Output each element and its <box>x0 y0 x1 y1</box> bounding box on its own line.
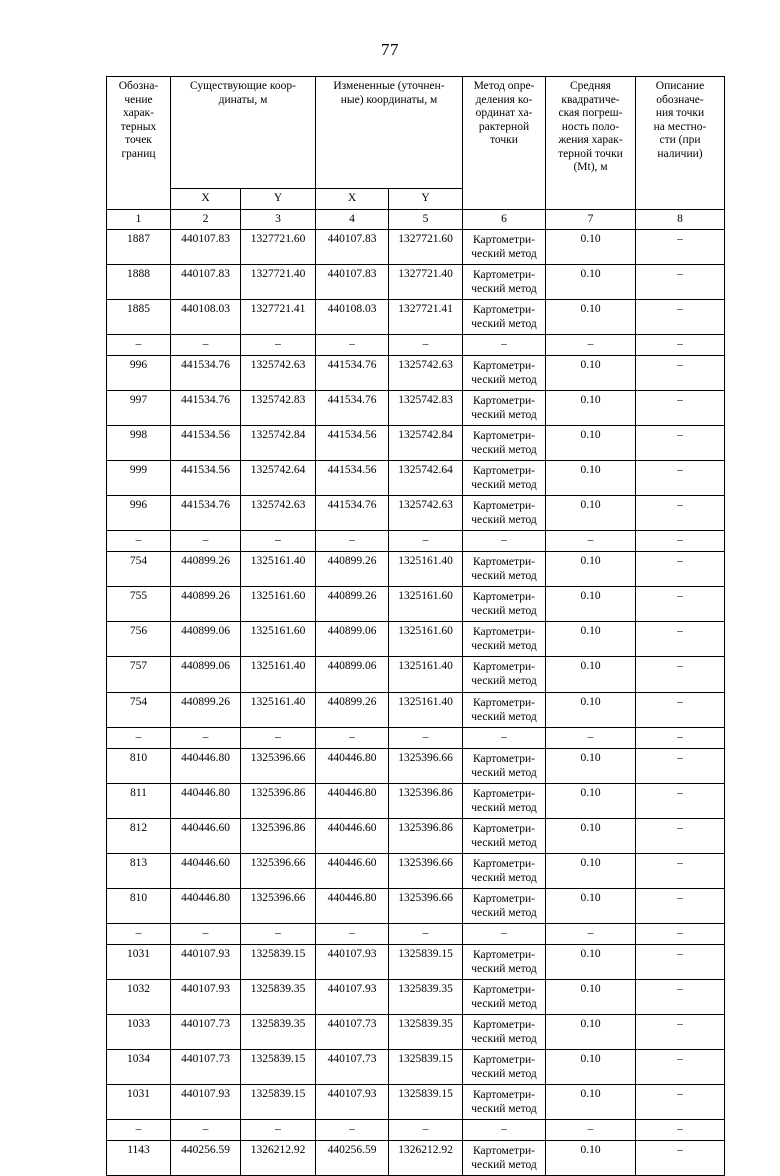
cell-changed-y: 1325396.66 <box>389 748 463 783</box>
cell-mean-square-error: 0.10 <box>546 300 636 335</box>
cell-changed-x: – <box>316 727 389 748</box>
cell-existing-x: – <box>171 531 241 552</box>
cell-mean-square-error: 0.10 <box>546 622 636 657</box>
cell-method: Картометри- ческий метод <box>463 356 546 391</box>
cell-changed-y: 1325396.86 <box>389 783 463 818</box>
header-determination-method: Метод опре- деления ко- ординат ха- рактерной точки <box>463 77 546 210</box>
cell-point-designation: 1032 <box>107 979 171 1014</box>
cell-method: Картометри- ческий метод <box>463 552 546 587</box>
header-point-designation: Обозна- чение харак- терных точек границ <box>107 77 171 210</box>
cell-changed-x: 440107.73 <box>316 1049 389 1084</box>
cell-method: – <box>463 923 546 944</box>
table-row <box>107 888 725 923</box>
cell-method: Картометри- ческий метод <box>463 622 546 657</box>
cell-existing-y: – <box>241 1119 316 1140</box>
cell-point-designation: 756 <box>107 622 171 657</box>
cell-method: – <box>463 727 546 748</box>
cell-existing-y: 1325839.35 <box>241 1014 316 1049</box>
cell-changed-x: 440107.93 <box>316 944 389 979</box>
cell-description: – <box>636 356 725 391</box>
cell-description: – <box>636 979 725 1014</box>
cell-existing-x: 440899.26 <box>171 692 241 727</box>
cell-existing-y: 1325161.40 <box>241 657 316 692</box>
cell-existing-x: 441534.76 <box>171 391 241 426</box>
cell-mean-square-error: 0.10 <box>546 888 636 923</box>
cell-changed-x: 441534.76 <box>316 356 389 391</box>
cell-existing-x: 440899.26 <box>171 552 241 587</box>
table-row <box>107 356 725 391</box>
cell-description: – <box>636 818 725 853</box>
cell-changed-x: 440446.60 <box>316 818 389 853</box>
cell-description: – <box>636 230 725 265</box>
cell-mean-square-error: 0.10 <box>546 230 636 265</box>
table-row <box>107 587 725 622</box>
cell-description: – <box>636 622 725 657</box>
cell-point-designation: 999 <box>107 461 171 496</box>
cell-method: Картометри- ческий метод <box>463 496 546 531</box>
cell-method: Картометри- ческий метод <box>463 300 546 335</box>
cell-method: Картометри- ческий метод <box>463 783 546 818</box>
cell-changed-x: 440899.06 <box>316 657 389 692</box>
cell-changed-x: – <box>316 923 389 944</box>
table-row <box>107 622 725 657</box>
page-number: 77 <box>381 40 399 59</box>
cell-mean-square-error: 0.10 <box>546 783 636 818</box>
cell-changed-y: 1327721.41 <box>389 300 463 335</box>
cell-mean-square-error: 0.10 <box>546 496 636 531</box>
cell-changed-x: 441534.56 <box>316 426 389 461</box>
cell-changed-x: 440107.83 <box>316 230 389 265</box>
cell-existing-x: 440107.83 <box>171 230 241 265</box>
cell-changed-y: 1326212.92 <box>389 1140 463 1175</box>
cell-existing-y: 1325161.60 <box>241 622 316 657</box>
cell-description: – <box>636 1119 725 1140</box>
cell-point-designation: 1031 <box>107 1084 171 1119</box>
cell-mean-square-error: 0.10 <box>546 853 636 888</box>
table-row <box>107 552 725 587</box>
cell-mean-square-error: – <box>546 1119 636 1140</box>
cell-description: – <box>636 888 725 923</box>
cell-description: – <box>636 657 725 692</box>
cell-existing-y: 1325742.63 <box>241 496 316 531</box>
table-header-row-main <box>107 77 725 189</box>
table-row <box>107 1140 725 1175</box>
cell-existing-x: 440107.73 <box>171 1014 241 1049</box>
column-number: 6 <box>463 209 546 230</box>
cell-changed-y: 1325742.63 <box>389 356 463 391</box>
cell-point-designation: 1885 <box>107 300 171 335</box>
cell-mean-square-error: 0.10 <box>546 944 636 979</box>
cell-mean-square-error: 0.10 <box>546 426 636 461</box>
cell-mean-square-error: 0.10 <box>546 1049 636 1084</box>
cell-existing-y: – <box>241 335 316 356</box>
cell-method: Картометри- ческий метод <box>463 1014 546 1049</box>
cell-description: – <box>636 426 725 461</box>
cell-existing-x: 440446.80 <box>171 748 241 783</box>
cell-method: Картометри- ческий метод <box>463 818 546 853</box>
cell-existing-y: 1325742.84 <box>241 426 316 461</box>
cell-existing-y: 1327721.60 <box>241 230 316 265</box>
cell-description: – <box>636 300 725 335</box>
cell-point-designation: 755 <box>107 587 171 622</box>
cell-changed-x: 441534.76 <box>316 496 389 531</box>
cell-point-designation: 996 <box>107 496 171 531</box>
header-point-description: Описание обозначе- ния точки на местно- сти (при наличии) <box>636 77 725 210</box>
cell-changed-y: 1325161.40 <box>389 692 463 727</box>
column-number: 3 <box>241 209 316 230</box>
cell-changed-x: 440899.26 <box>316 552 389 587</box>
cell-existing-y: 1325396.66 <box>241 853 316 888</box>
cell-method: Картометри- ческий метод <box>463 461 546 496</box>
cell-existing-y: 1325839.15 <box>241 944 316 979</box>
cell-existing-x: 440107.93 <box>171 979 241 1014</box>
header-changed-y: Y <box>389 189 463 210</box>
cell-existing-x: – <box>171 1119 241 1140</box>
table-row <box>107 1049 725 1084</box>
cell-method: – <box>463 531 546 552</box>
cell-changed-y: 1325839.15 <box>389 1084 463 1119</box>
cell-existing-x: 440107.93 <box>171 944 241 979</box>
cell-changed-y: – <box>389 335 463 356</box>
cell-changed-x: – <box>316 531 389 552</box>
cell-existing-x: 440899.06 <box>171 622 241 657</box>
cell-existing-y: 1325839.35 <box>241 979 316 1014</box>
coordinates-table <box>106 76 725 1176</box>
table-column-number-row <box>107 209 725 230</box>
cell-existing-x: 440446.60 <box>171 818 241 853</box>
cell-method: Картометри- ческий метод <box>463 657 546 692</box>
cell-method: Картометри- ческий метод <box>463 692 546 727</box>
column-number: 4 <box>316 209 389 230</box>
cell-changed-x: – <box>316 335 389 356</box>
cell-changed-y: – <box>389 1119 463 1140</box>
cell-changed-y: – <box>389 923 463 944</box>
cell-existing-x: 440107.73 <box>171 1049 241 1084</box>
cell-mean-square-error: 0.10 <box>546 692 636 727</box>
table-row <box>107 657 725 692</box>
table-separator-row <box>107 531 725 552</box>
cell-description: – <box>636 552 725 587</box>
cell-existing-y: 1325161.40 <box>241 692 316 727</box>
cell-method: Картометри- ческий метод <box>463 230 546 265</box>
cell-existing-x: 440107.83 <box>171 265 241 300</box>
header-mean-square-error: Средняя квадратиче- ская погреш- ность поло- жения харак- терной точки (Mt), м <box>546 77 636 210</box>
cell-changed-y: 1325742.83 <box>389 391 463 426</box>
cell-description: – <box>636 391 725 426</box>
cell-point-designation: 1033 <box>107 1014 171 1049</box>
cell-method: Картометри- ческий метод <box>463 888 546 923</box>
cell-description: – <box>636 1049 725 1084</box>
cell-existing-y: 1325161.60 <box>241 587 316 622</box>
column-number: 2 <box>171 209 241 230</box>
cell-changed-x: 440446.60 <box>316 853 389 888</box>
cell-existing-x: 440899.26 <box>171 587 241 622</box>
cell-mean-square-error: 0.10 <box>546 818 636 853</box>
cell-description: – <box>636 335 725 356</box>
cell-mean-square-error: 0.10 <box>546 748 636 783</box>
cell-description: – <box>636 461 725 496</box>
cell-existing-y: 1325839.15 <box>241 1084 316 1119</box>
cell-existing-y: 1325742.63 <box>241 356 316 391</box>
cell-changed-y: 1327721.60 <box>389 230 463 265</box>
cell-mean-square-error: – <box>546 727 636 748</box>
cell-existing-x: 441534.56 <box>171 461 241 496</box>
table-row <box>107 853 725 888</box>
cell-point-designation: 754 <box>107 692 171 727</box>
table-separator-row <box>107 1119 725 1140</box>
cell-changed-x: 440108.03 <box>316 300 389 335</box>
cell-existing-y: 1325396.66 <box>241 748 316 783</box>
cell-changed-x: – <box>316 1119 389 1140</box>
cell-changed-y: 1325742.63 <box>389 496 463 531</box>
cell-existing-x: 440446.60 <box>171 853 241 888</box>
header-changed-coordinates: Измененные (уточнен- ные) координаты, м <box>316 77 463 189</box>
cell-mean-square-error: 0.10 <box>546 1084 636 1119</box>
cell-existing-y: – <box>241 531 316 552</box>
cell-point-designation: 757 <box>107 657 171 692</box>
cell-description: – <box>636 496 725 531</box>
cell-changed-x: 440899.26 <box>316 587 389 622</box>
cell-changed-y: 1327721.40 <box>389 265 463 300</box>
cell-existing-x: 440899.06 <box>171 657 241 692</box>
cell-description: – <box>636 1140 725 1175</box>
cell-existing-y: 1325161.40 <box>241 552 316 587</box>
cell-existing-x: – <box>171 727 241 748</box>
table-row <box>107 230 725 265</box>
cell-changed-y: 1325161.60 <box>389 622 463 657</box>
cell-description: – <box>636 727 725 748</box>
cell-mean-square-error: 0.10 <box>546 552 636 587</box>
cell-existing-y: – <box>241 923 316 944</box>
table-row <box>107 944 725 979</box>
cell-changed-x: 440899.06 <box>316 622 389 657</box>
table-row <box>107 979 725 1014</box>
cell-mean-square-error: 0.10 <box>546 356 636 391</box>
cell-method: Картометри- ческий метод <box>463 1140 546 1175</box>
cell-mean-square-error: – <box>546 531 636 552</box>
cell-point-designation: 997 <box>107 391 171 426</box>
cell-changed-y: 1325396.86 <box>389 818 463 853</box>
cell-method: Картометри- ческий метод <box>463 748 546 783</box>
cell-existing-y: 1325742.83 <box>241 391 316 426</box>
cell-changed-x: 440107.93 <box>316 1084 389 1119</box>
column-number: 5 <box>389 209 463 230</box>
cell-existing-y: 1327721.41 <box>241 300 316 335</box>
table-row <box>107 426 725 461</box>
cell-changed-y: 1325839.35 <box>389 979 463 1014</box>
cell-description: – <box>636 1014 725 1049</box>
cell-changed-x: 440256.59 <box>316 1140 389 1175</box>
cell-point-designation: – <box>107 727 171 748</box>
column-number: 7 <box>546 209 636 230</box>
cell-method: Картометри- ческий метод <box>463 853 546 888</box>
table-separator-row <box>107 335 725 356</box>
cell-existing-y: 1325396.86 <box>241 818 316 853</box>
cell-existing-y: 1325396.86 <box>241 783 316 818</box>
cell-mean-square-error: 0.10 <box>546 1140 636 1175</box>
cell-existing-x: 440446.80 <box>171 888 241 923</box>
cell-mean-square-error: 0.10 <box>546 1014 636 1049</box>
header-existing-x: X <box>171 189 241 210</box>
cell-existing-x: – <box>171 335 241 356</box>
table-row <box>107 1084 725 1119</box>
cell-existing-x: 441534.76 <box>171 496 241 531</box>
cell-changed-x: 440446.80 <box>316 888 389 923</box>
table-row <box>107 692 725 727</box>
cell-method: Картометри- ческий метод <box>463 1049 546 1084</box>
cell-description: – <box>636 748 725 783</box>
table-separator-row <box>107 727 725 748</box>
cell-point-designation: – <box>107 335 171 356</box>
cell-description: – <box>636 531 725 552</box>
cell-changed-y: 1325742.84 <box>389 426 463 461</box>
table-row <box>107 1014 725 1049</box>
cell-changed-y: 1325396.66 <box>389 888 463 923</box>
cell-changed-x: 440446.80 <box>316 783 389 818</box>
header-existing-y: Y <box>241 189 316 210</box>
cell-method: – <box>463 335 546 356</box>
cell-point-designation: 754 <box>107 552 171 587</box>
cell-mean-square-error: 0.10 <box>546 979 636 1014</box>
cell-description: – <box>636 944 725 979</box>
table-row <box>107 496 725 531</box>
cell-existing-y: 1325742.64 <box>241 461 316 496</box>
column-number: 1 <box>107 209 171 230</box>
cell-changed-x: 440899.26 <box>316 692 389 727</box>
table-separator-row <box>107 923 725 944</box>
cell-existing-x: 440446.80 <box>171 783 241 818</box>
cell-changed-y: 1325161.40 <box>389 657 463 692</box>
cell-point-designation: 1034 <box>107 1049 171 1084</box>
table-row <box>107 461 725 496</box>
table-row <box>107 300 725 335</box>
cell-method: Картометри- ческий метод <box>463 979 546 1014</box>
cell-existing-y: – <box>241 727 316 748</box>
table-row <box>107 818 725 853</box>
cell-point-designation: – <box>107 1119 171 1140</box>
cell-point-designation: 1031 <box>107 944 171 979</box>
cell-point-designation: 998 <box>107 426 171 461</box>
table-head <box>107 77 725 230</box>
cell-existing-x: 440256.59 <box>171 1140 241 1175</box>
cell-existing-x: – <box>171 923 241 944</box>
cell-description: – <box>636 587 725 622</box>
cell-point-designation: 810 <box>107 888 171 923</box>
cell-existing-y: 1326212.92 <box>241 1140 316 1175</box>
cell-changed-x: 440107.93 <box>316 979 389 1014</box>
cell-point-designation: 1887 <box>107 230 171 265</box>
cell-mean-square-error: 0.10 <box>546 461 636 496</box>
cell-mean-square-error: 0.10 <box>546 587 636 622</box>
cell-point-designation: – <box>107 923 171 944</box>
cell-point-designation: 812 <box>107 818 171 853</box>
cell-point-designation: 811 <box>107 783 171 818</box>
column-number: 8 <box>636 209 725 230</box>
cell-changed-x: 441534.56 <box>316 461 389 496</box>
cell-changed-x: 440446.80 <box>316 748 389 783</box>
cell-description: – <box>636 853 725 888</box>
cell-existing-y: 1325396.66 <box>241 888 316 923</box>
cell-mean-square-error: – <box>546 335 636 356</box>
cell-mean-square-error: 0.10 <box>546 657 636 692</box>
cell-changed-y: 1325742.64 <box>389 461 463 496</box>
cell-changed-y: – <box>389 531 463 552</box>
table-body <box>107 230 725 1176</box>
table-row <box>107 748 725 783</box>
cell-point-designation: 996 <box>107 356 171 391</box>
cell-point-designation: 1888 <box>107 265 171 300</box>
cell-description: – <box>636 783 725 818</box>
cell-point-designation: 810 <box>107 748 171 783</box>
table-row <box>107 391 725 426</box>
cell-changed-x: 440107.73 <box>316 1014 389 1049</box>
cell-changed-y: 1325839.35 <box>389 1014 463 1049</box>
cell-existing-x: 440108.03 <box>171 300 241 335</box>
cell-changed-y: 1325161.40 <box>389 552 463 587</box>
table-row <box>107 783 725 818</box>
cell-description: – <box>636 692 725 727</box>
header-changed-x: X <box>316 189 389 210</box>
cell-mean-square-error: – <box>546 923 636 944</box>
header-existing-coordinates: Существующие коор- динаты, м <box>171 77 316 189</box>
cell-point-designation: – <box>107 531 171 552</box>
cell-method: – <box>463 1119 546 1140</box>
table-row <box>107 265 725 300</box>
cell-existing-x: 441534.76 <box>171 356 241 391</box>
cell-changed-x: 441534.76 <box>316 391 389 426</box>
cell-existing-x: 441534.56 <box>171 426 241 461</box>
cell-changed-y: 1325161.60 <box>389 587 463 622</box>
cell-existing-y: 1327721.40 <box>241 265 316 300</box>
cell-existing-x: 440107.93 <box>171 1084 241 1119</box>
cell-description: – <box>636 923 725 944</box>
cell-mean-square-error: 0.10 <box>546 265 636 300</box>
cell-changed-x: 440107.83 <box>316 265 389 300</box>
cell-mean-square-error: 0.10 <box>546 391 636 426</box>
coordinates-table-wrapper <box>106 76 724 1176</box>
cell-method: Картометри- ческий метод <box>463 391 546 426</box>
cell-method: Картометри- ческий метод <box>463 944 546 979</box>
cell-description: – <box>636 265 725 300</box>
cell-method: Картометри- ческий метод <box>463 426 546 461</box>
cell-point-designation: 813 <box>107 853 171 888</box>
cell-changed-y: – <box>389 727 463 748</box>
cell-point-designation: 1143 <box>107 1140 171 1175</box>
cell-method: Картометри- ческий метод <box>463 1084 546 1119</box>
cell-method: Картометри- ческий метод <box>463 265 546 300</box>
cell-changed-y: 1325839.15 <box>389 944 463 979</box>
cell-changed-y: 1325396.66 <box>389 853 463 888</box>
cell-existing-y: 1325839.15 <box>241 1049 316 1084</box>
cell-description: – <box>636 1084 725 1119</box>
cell-changed-y: 1325839.15 <box>389 1049 463 1084</box>
cell-method: Картометри- ческий метод <box>463 587 546 622</box>
